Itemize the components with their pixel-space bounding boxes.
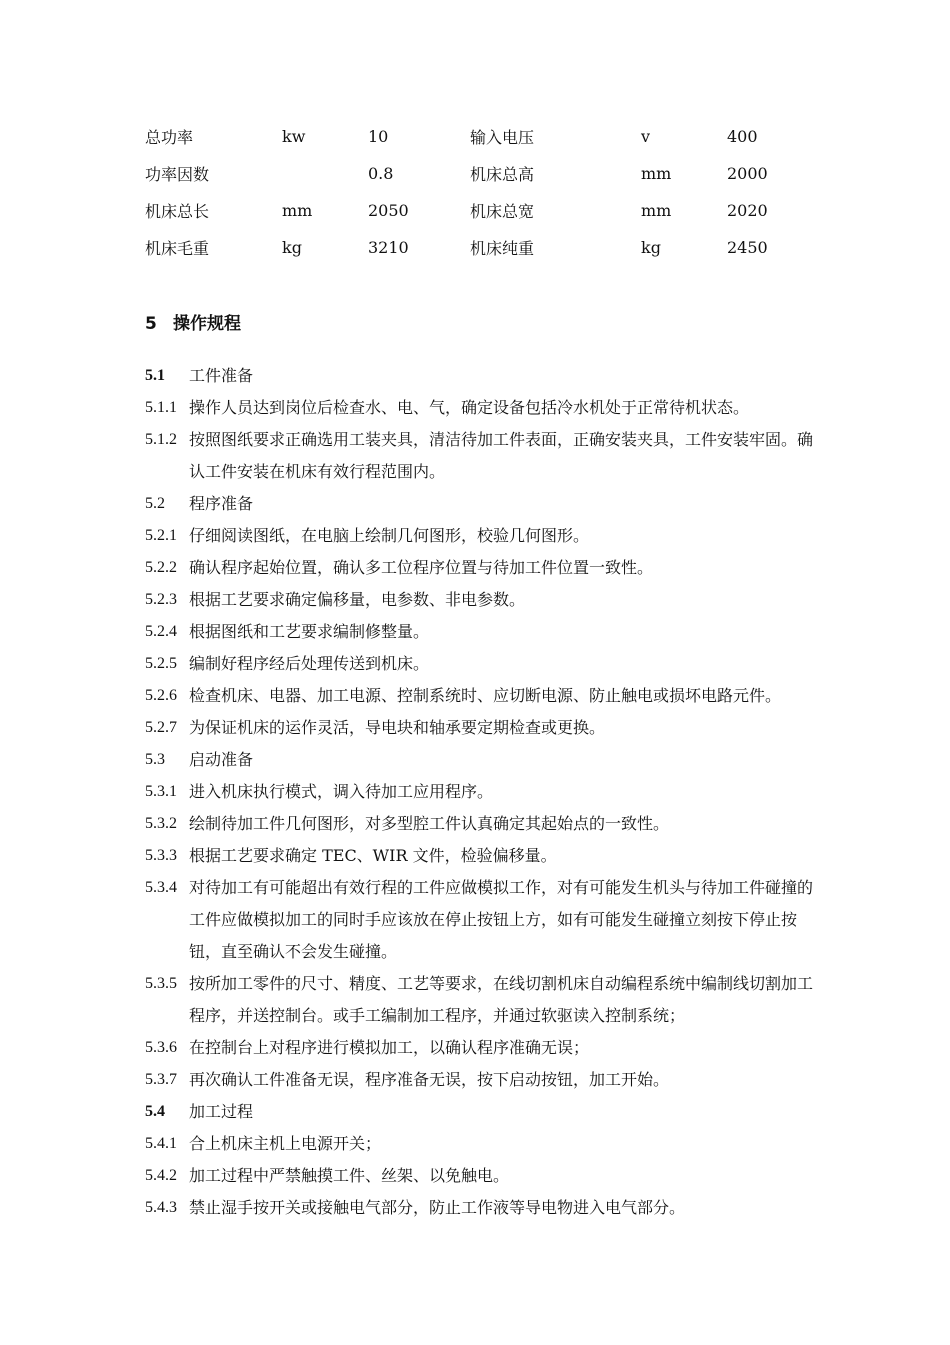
item-number: 5.1.2 bbox=[145, 431, 177, 448]
procedure-item bbox=[145, 872, 817, 968]
item-number: 5.3.1 bbox=[145, 783, 177, 800]
item-text: 在控制台上对程序进行模拟加工，以确认程序准确无误； bbox=[189, 1038, 590, 1057]
spec-cell: 机床总宽 bbox=[470, 202, 535, 221]
item-text: 操作人员达到岗位后检查水、电、气，确定设备包括冷水机处于正常待机状态。 bbox=[189, 398, 750, 417]
spec-cell: 0.8 bbox=[368, 164, 394, 183]
procedure-item bbox=[145, 552, 817, 584]
item-number: 5.2.7 bbox=[145, 719, 177, 736]
spec-cell: 机床总长 bbox=[145, 202, 210, 221]
item-number: 5.3.2 bbox=[145, 815, 177, 832]
item-text: 按照图纸要求正确选用工装夹具，清洁待加工件表面，正确安装夹具，工件安装牢固。确认工件安装在机床有效行程范围内。 bbox=[189, 430, 814, 481]
item-number: 5.3.5 bbox=[145, 975, 177, 992]
procedure-item bbox=[145, 648, 817, 680]
procedure-item bbox=[145, 776, 817, 808]
item-text: 仔细阅读图纸，在电脑上绘制几何图形，校验几何图形。 bbox=[189, 526, 590, 545]
spec-cell: 10 bbox=[368, 127, 389, 146]
item-number: 5.4.2 bbox=[145, 1167, 177, 1184]
spec-cell: kg bbox=[641, 238, 661, 257]
spec-cell: v bbox=[641, 127, 651, 146]
procedure-item bbox=[145, 488, 817, 520]
item-text: 合上机床主机上电源开关； bbox=[189, 1134, 382, 1153]
spec-cell: mm bbox=[282, 201, 313, 220]
procedure-item bbox=[145, 584, 817, 616]
spec-cell bbox=[282, 155, 368, 192]
item-number: 5.4.1 bbox=[145, 1135, 177, 1152]
spec-cell: 2050 bbox=[368, 201, 409, 220]
procedure-item bbox=[145, 808, 817, 840]
item-text: 加工过程 bbox=[189, 1102, 254, 1121]
item-text: 按所加工零件的尺寸、精度、工艺等要求，在线切割机床自动编程系统中编制线切割加工程序，并送控制台。或手工编制加工程序，并通过软驱读入控制系统； bbox=[189, 974, 814, 1025]
item-text: 再次确认工件准备无误，程序准备无误，按下启动按钮，加工开始。 bbox=[189, 1070, 670, 1089]
item-number: 5.3.4 bbox=[145, 879, 177, 896]
spec-cell: 机床总高 bbox=[470, 165, 535, 184]
item-text: 对待加工有可能超出有效行程的工件应做模拟工作，对有可能发生机头与待加工件碰撞的工件应做模拟加工的同时手应该放在停止按钮上方，如有可能发生碰撞立刻按下停止按钮，直至确认不会发生碰撞。 bbox=[189, 878, 814, 961]
item-number: 5.3.7 bbox=[145, 1071, 177, 1088]
spec-cell: 输入电压 bbox=[470, 128, 535, 147]
procedure-item bbox=[145, 392, 817, 424]
spec-cell: mm bbox=[641, 164, 672, 183]
item-text: 程序准备 bbox=[189, 494, 254, 513]
item-number: 5.3 bbox=[145, 751, 165, 768]
machine-spec-table bbox=[145, 118, 845, 266]
chapter-heading bbox=[145, 309, 241, 334]
item-text: 检查机床、电器、加工电源、控制系统时、应切断电源、防止触电或损坏电路元件。 bbox=[189, 686, 782, 705]
item-text: 进入机床执行模式，调入待加工应用程序。 bbox=[189, 782, 494, 801]
spec-row bbox=[145, 155, 845, 192]
spec-row bbox=[145, 192, 845, 229]
spec-cell: 2020 bbox=[727, 201, 768, 220]
procedure-item bbox=[145, 1096, 817, 1128]
procedure-item bbox=[145, 520, 817, 552]
procedure-item bbox=[145, 712, 817, 744]
item-number: 5.2.6 bbox=[145, 687, 177, 704]
item-text: 启动准备 bbox=[189, 750, 254, 769]
item-text: 工件准备 bbox=[189, 366, 254, 385]
spec-cell: kw bbox=[282, 127, 306, 146]
spec-cell: 2450 bbox=[727, 238, 768, 257]
chapter-title: 操作规程 bbox=[173, 314, 241, 334]
procedure-item bbox=[145, 616, 817, 648]
item-number: 5.2.2 bbox=[145, 559, 177, 576]
spec-cell: 总功率 bbox=[145, 128, 194, 147]
chapter-number: 5 bbox=[145, 314, 157, 334]
procedure-item bbox=[145, 1064, 817, 1096]
spec-cell: 机床毛重 bbox=[145, 239, 210, 258]
item-text: 绘制待加工件几何图形，对多型腔工件认真确定其起始点的一致性。 bbox=[189, 814, 670, 833]
procedure-item bbox=[145, 1160, 817, 1192]
procedure-item bbox=[145, 1032, 817, 1064]
item-text: 编制好程序经后处理传送到机床。 bbox=[189, 654, 430, 673]
procedure-list bbox=[145, 360, 817, 1224]
spec-cell: kg bbox=[282, 238, 302, 257]
procedure-item bbox=[145, 744, 817, 776]
spec-cell: 400 bbox=[727, 127, 758, 146]
spec-row bbox=[145, 118, 845, 155]
item-number: 5.4.3 bbox=[145, 1199, 177, 1216]
item-number: 5.4 bbox=[145, 1103, 165, 1120]
item-number: 5.2.5 bbox=[145, 655, 177, 672]
item-number: 5.2 bbox=[145, 495, 165, 512]
spec-cell: 3210 bbox=[368, 238, 409, 257]
spec-row bbox=[145, 229, 845, 266]
spec-cell: mm bbox=[641, 201, 672, 220]
item-number: 5.1 bbox=[145, 367, 165, 384]
procedure-item bbox=[145, 424, 817, 488]
item-text: 为保证机床的运作灵活，导电块和轴承要定期检查或更换。 bbox=[189, 718, 606, 737]
item-number: 5.2.4 bbox=[145, 623, 177, 640]
item-number: 5.2.3 bbox=[145, 591, 177, 608]
item-number: 5.3.6 bbox=[145, 1039, 177, 1056]
procedure-item bbox=[145, 840, 817, 872]
spec-cell: 功率因数 bbox=[145, 165, 210, 184]
procedure-item bbox=[145, 968, 817, 1032]
spec-cell: 机床纯重 bbox=[470, 239, 535, 258]
item-text: 根据图纸和工艺要求编制修整量。 bbox=[189, 622, 430, 641]
spec-cell: 2000 bbox=[727, 164, 768, 183]
procedure-item bbox=[145, 1128, 817, 1160]
item-text: 根据工艺要求确定 TEC、WIR 文件，检验偏移量。 bbox=[189, 846, 557, 865]
item-text: 根据工艺要求确定偏移量，电参数、非电参数。 bbox=[189, 590, 526, 609]
procedure-item bbox=[145, 680, 817, 712]
item-text: 确认程序起始位置，确认多工位程序位置与待加工件位置一致性。 bbox=[189, 558, 654, 577]
procedure-item bbox=[145, 360, 817, 392]
item-text: 禁止湿手按开关或接触电气部分，防止工作液等导电物进入电气部分。 bbox=[189, 1198, 686, 1217]
item-number: 5.3.3 bbox=[145, 847, 177, 864]
item-number: 5.1.1 bbox=[145, 399, 177, 416]
item-number: 5.2.1 bbox=[145, 527, 177, 544]
procedure-item bbox=[145, 1192, 817, 1224]
item-text: 加工过程中严禁触摸工件、丝架、以免触电。 bbox=[189, 1166, 510, 1185]
